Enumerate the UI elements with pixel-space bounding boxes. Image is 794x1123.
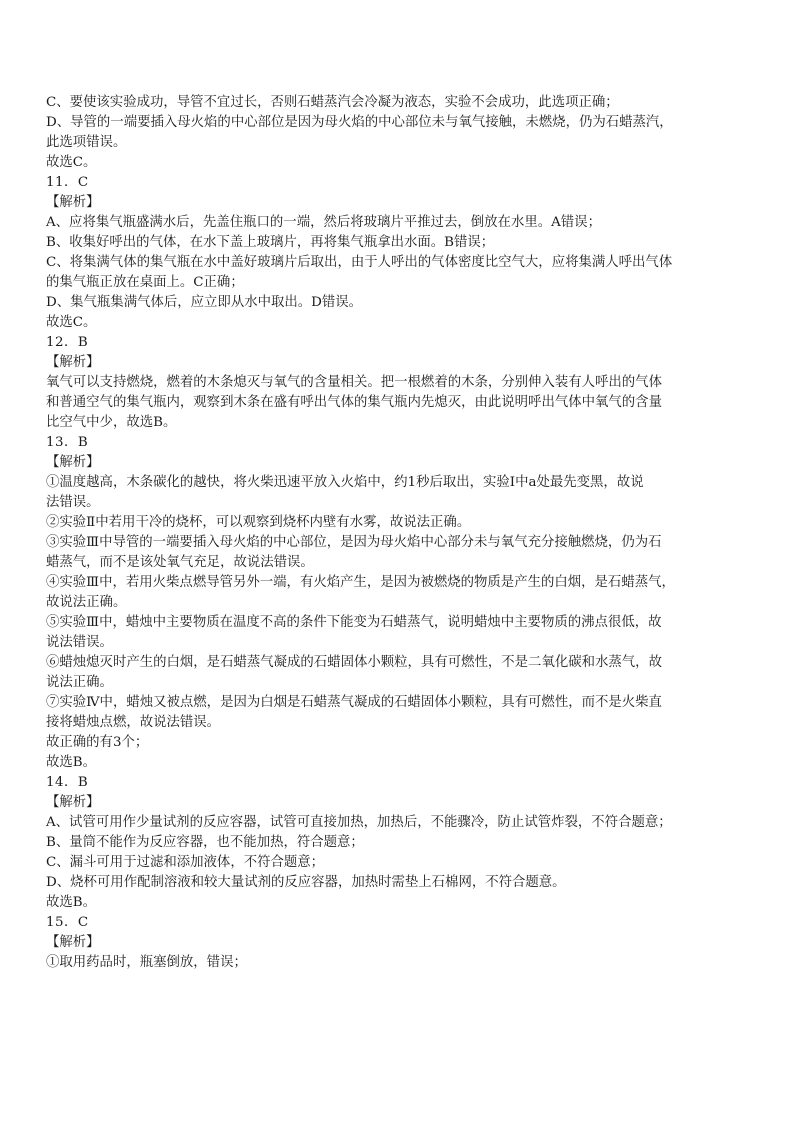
question-number: 15．C — [46, 915, 89, 930]
analysis-heading: 【解析】 — [46, 455, 100, 470]
question-number: 11．C — [46, 175, 89, 190]
analysis-heading: 【解析】 — [46, 935, 100, 950]
text-line: ⑤实验Ⅲ中，蜡烛中主要物质在温度不高的条件下能变为石蜡蒸气，说明蜡烛中主要物质的沸点很低，故 — [46, 615, 662, 630]
analysis-heading: 【解析】 — [46, 355, 100, 370]
text-line: 氧气可以支持燃烧，燃着的木条熄灭与氧气的含量相关。把一根燃着的木条，分别伸入装有人呼出的气体 — [46, 375, 662, 390]
text-line: 此选项错误。 — [46, 135, 127, 150]
text-line: 故选C。 — [46, 315, 97, 330]
text-line: 故正确的有3个； — [46, 735, 149, 750]
text-line: A、试管可用作少量试剂的反应容器，试管可直接加热，加热后，不能骤冷，防止试管炸裂，不符合题意； — [46, 815, 672, 830]
text-line: C、要使该实验成功，导管不宜过长，否则石蜡蒸汽会冷凝为液态，实验不会成功，此选项正确； — [46, 95, 619, 110]
text-line: ⑥蜡烛熄灭时产生的白烟，是石蜡蒸气凝成的石蜡固体小颗粒，具有可燃性，不是二氧化碳和水蒸气，故 — [46, 655, 662, 670]
text-line: D、导管的一端要插入母火焰的中心部位是因为母火焰的中心部位未与氧气接触，未燃烧，仍为石蜡蒸汽， — [46, 115, 673, 130]
analysis-heading: 【解析】 — [46, 795, 100, 810]
text-line: ⑦实验Ⅳ中，蜡烛又被点燃，是因为白烟是石蜡蒸气凝成的石蜡固体小颗粒，具有可燃性，而不是火柴直 — [46, 695, 662, 710]
text-line: ②实验Ⅱ中若用干冷的烧杯，可以观察到烧杯内壁有水雾，故说法正确。 — [46, 515, 471, 530]
text-line: D、烧杯可用作配制溶液和较大量试剂的反应容器，加热时需垫上石棉网，不符合题意。 — [46, 875, 566, 890]
text-line: 蜡蒸气，而不是该处氧气充足，故说法错误。 — [46, 555, 314, 570]
text-line: 和普通空气的集气瓶内，观察到木条在盛有呼出气体的集气瓶内先熄灭，由此说明呼出气体中氧气的含量 — [46, 395, 662, 410]
text-line: 故选B。 — [46, 895, 97, 910]
text-line: D、集气瓶集满气体后，应立即从水中取出。D错误。 — [46, 295, 363, 310]
question-number: 14．B — [46, 775, 89, 790]
text-line: 故选C。 — [46, 155, 97, 170]
text-line: C、漏斗可用于过滤和添加液体，不符合题意； — [46, 855, 325, 870]
text-line: 说法正确。 — [46, 675, 113, 690]
text-line: A、应将集气瓶盛满水后，先盖住瓶口的一端，然后将玻璃片平推过去，倒放在水里。A错误； — [46, 215, 601, 230]
text-line: 的集气瓶正放在桌面上。C正确； — [46, 275, 244, 290]
text-line: ③实验Ⅲ中导管的一端要插入母火焰的中心部位，是因为母火焰中心部分未与氧气充分接触燃烧，仍为石 — [46, 535, 662, 550]
text-line: B、量筒不能作为反应容器，也不能加热，符合题意； — [46, 835, 364, 850]
text-line: 说法错误。 — [46, 635, 113, 650]
text-line: 接将蜡烛点燃，故说法错误。 — [46, 715, 221, 730]
text-line: ①取用药品时，瓶塞倒放，错误； — [46, 955, 247, 970]
question-number: 12．B — [46, 335, 89, 350]
text-line: C、将集满气体的集气瓶在水中盖好玻璃片后取出，由于人呼出的气体密度比空气大，应将集满人呼出气体 — [46, 255, 673, 270]
analysis-heading: 【解析】 — [46, 195, 100, 210]
question-number: 13．B — [46, 435, 89, 450]
text-line: ④实验Ⅲ中，若用火柴点燃导管另外一端，有火焰产生，是因为被燃烧的物质是产生的白烟，是石蜡蒸气， — [46, 575, 675, 590]
text-line: 比空气中少，故选B。 — [46, 415, 177, 430]
text-line: ①温度越高，木条碳化的越快，将火柴迅速平放入火焰中，约1秒后取出，实验Ⅰ中a处最先变黑，故说 — [46, 475, 644, 490]
text-line: 故说法正确。 — [46, 595, 127, 610]
text-line: 故选B。 — [46, 755, 97, 770]
text-line: 法错误。 — [46, 495, 100, 510]
document-page — [46, 93, 758, 973]
text-line: B、收集好呼出的气体，在水下盖上玻璃片，再将集气瓶拿出水面。B错误； — [46, 235, 495, 250]
